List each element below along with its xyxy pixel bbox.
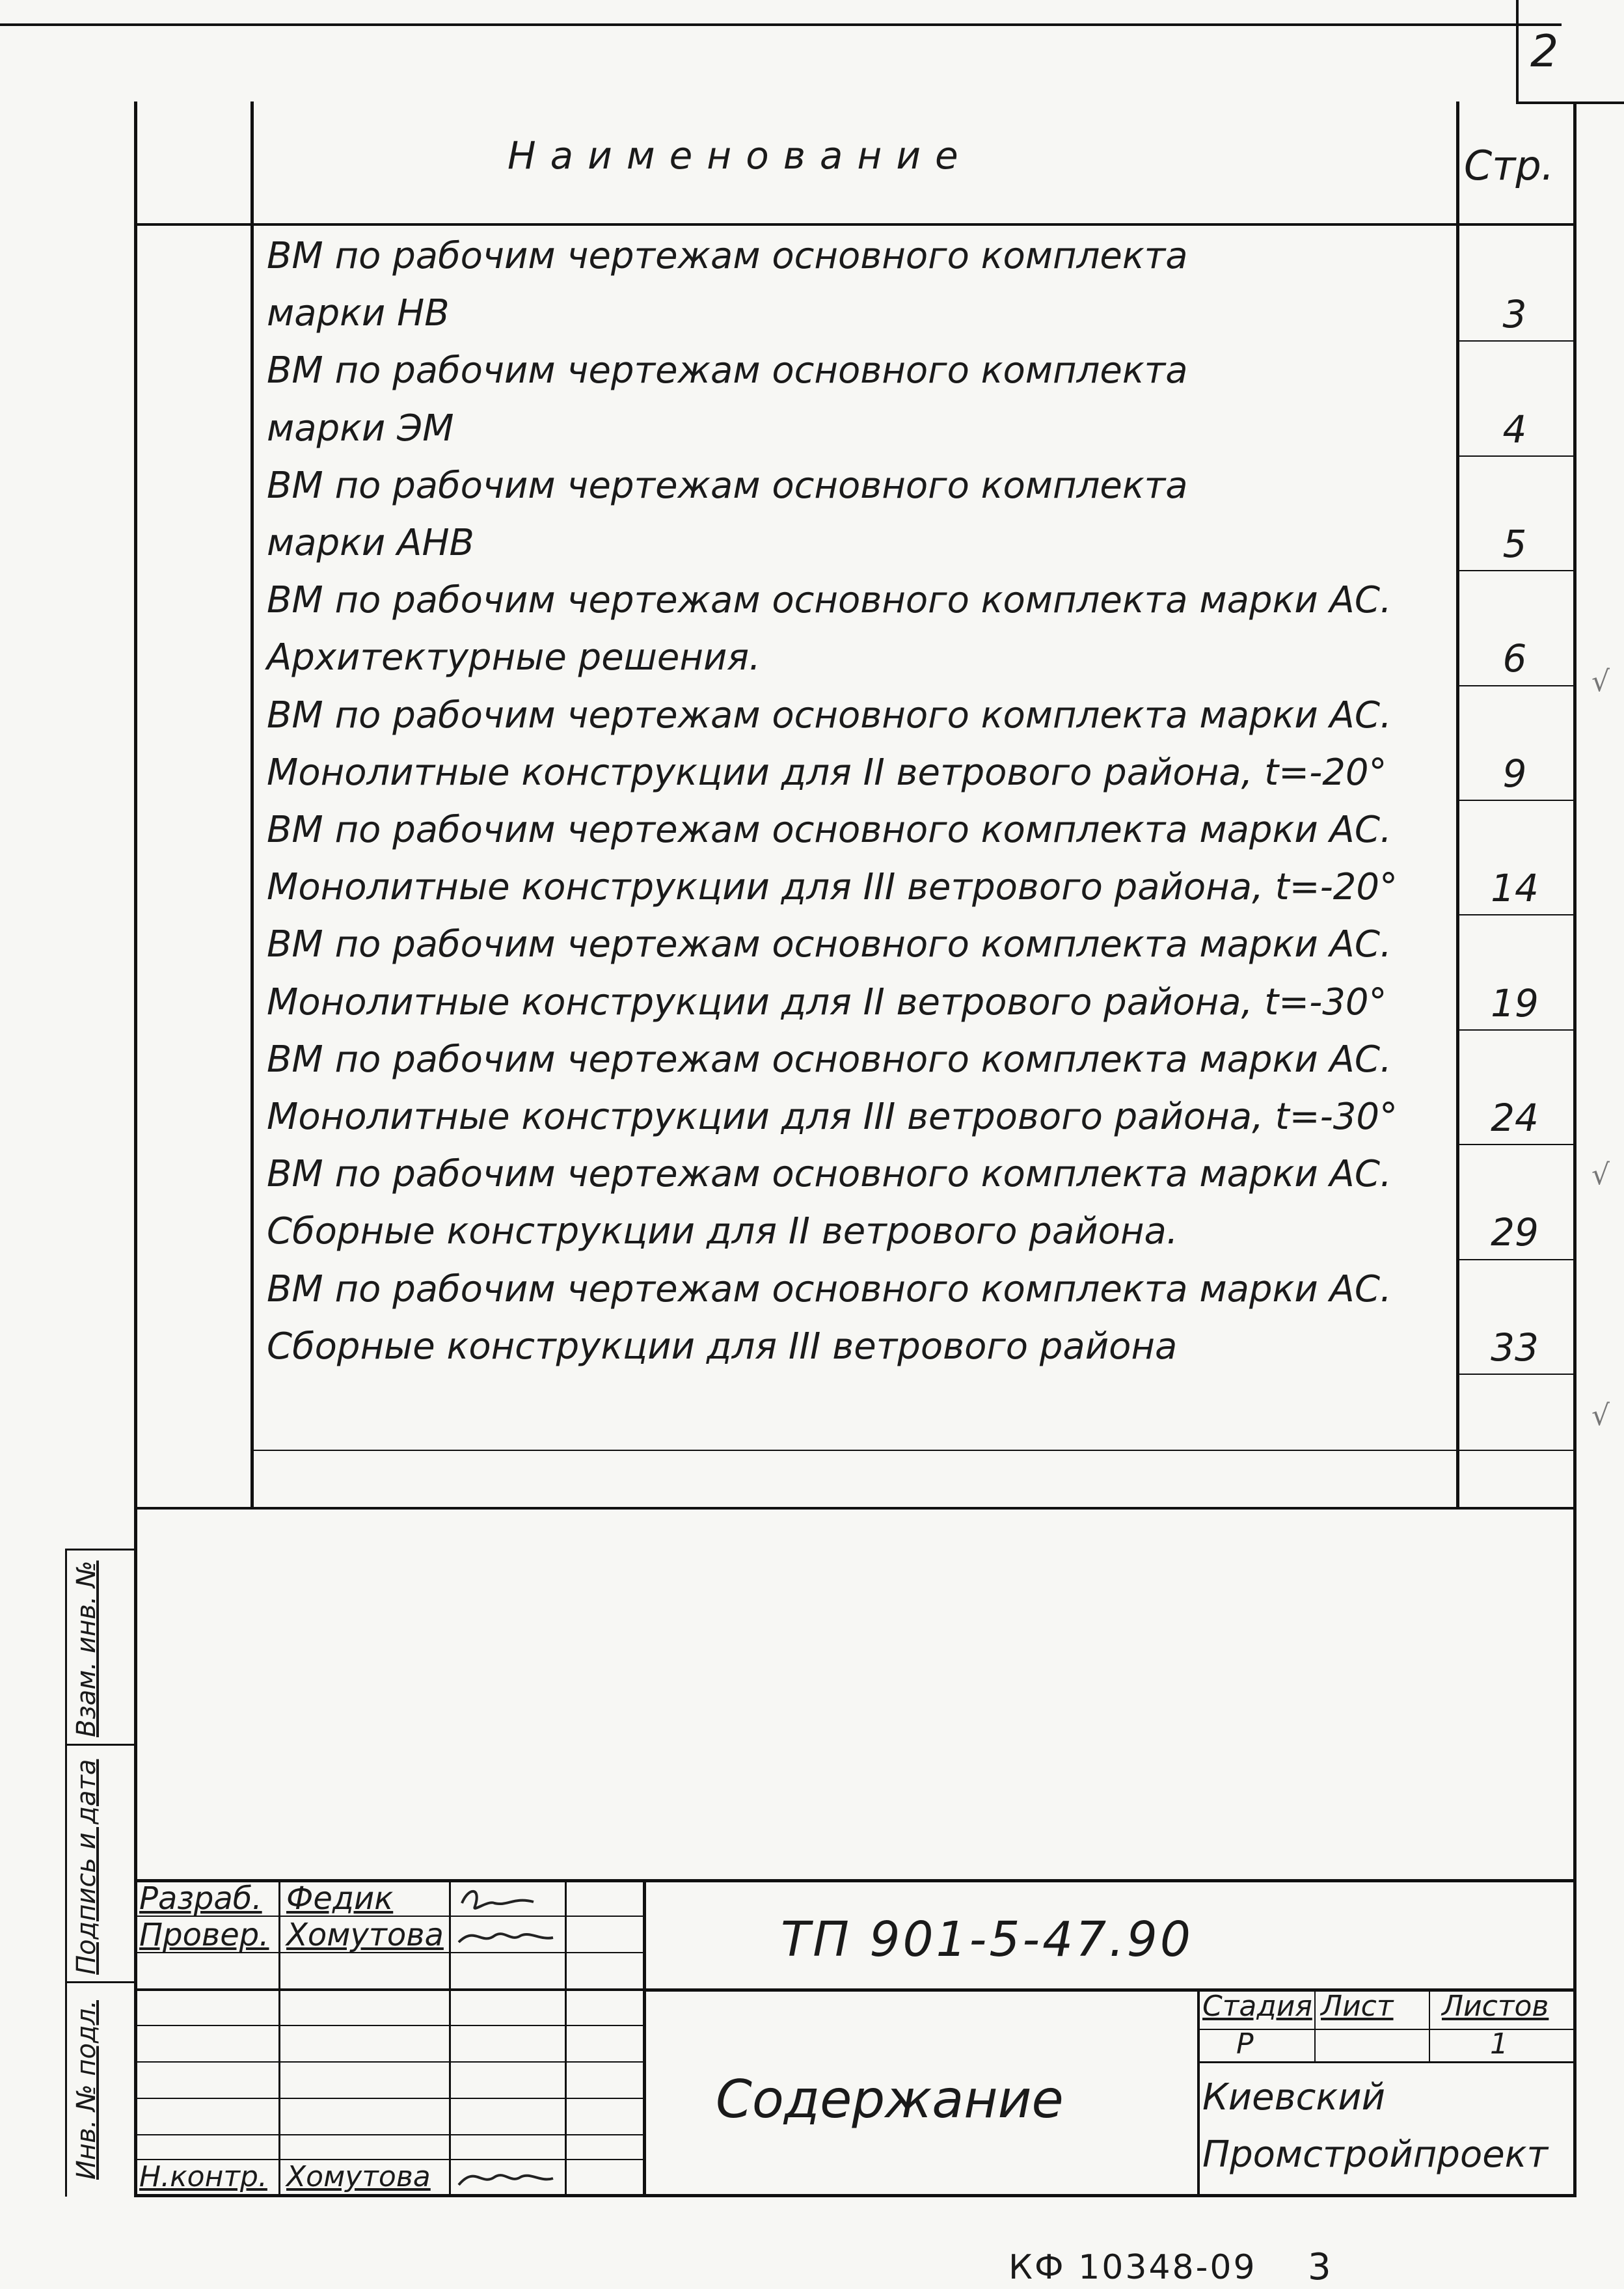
frame-left [134,102,137,2197]
frame-bottom [134,2194,1577,2197]
side-label-inv-orig: Инв. № подл. [72,2000,102,2180]
contents-row-line2: Сборные конструкции для II ветрового района. [267,1210,1178,1253]
sheet-number: 2 [1530,26,1559,77]
org-line-1: Киевский [1202,2076,1386,2119]
header-page: Стр. [1464,142,1554,189]
contents-row-page: 19 [1491,981,1539,1025]
side-strip-top [65,1549,134,1551]
check-mark: √ [1591,665,1610,698]
contents-row-separator [1456,570,1577,571]
tb-stage-col2 [1429,1988,1430,2061]
document-title: Содержание [716,2069,1064,2130]
contents-row-line2: марки АНВ [267,522,474,564]
tb-col3 [565,1879,567,2197]
contents-row-page: 29 [1491,1210,1539,1255]
contents-row-page: 24 [1491,1096,1539,1140]
sheets-value: 1 [1490,2027,1508,2061]
contents-row-line2: Монолитные конструкции для III ветрового района, t=-20° [267,866,1398,909]
stage-label: Стадия [1202,1990,1312,2023]
contents-row-line2: Архитектурные решения. [267,636,761,679]
contents-row-page: 14 [1491,866,1539,911]
contents-row-line1: ВМ по рабочим чертежам основного комплекта марки АС. [267,809,1392,851]
contents-row-separator [1456,1144,1577,1145]
role-norm-control: Н.контр. [139,2160,267,2193]
document-code: ТП 901-5-47.90 [781,1912,1193,1968]
footer-code: КФ 10348-09 [1008,2248,1257,2287]
contents-row-separator [1456,914,1577,915]
org-line-2: Промстройпроект [1202,2133,1549,2176]
contents-row-line1: ВМ по рабочим чертежам основного комплекта марки АС. [267,1038,1392,1081]
top-border [0,23,1562,26]
contents-row-separator [1456,1374,1577,1375]
contents-row-page: 5 [1502,522,1527,566]
contents-row-page: 3 [1502,292,1527,337]
contents-row-line1: ВМ по рабочим чертежам основного комплекта [267,235,1188,277]
tb-col1 [278,1879,280,2197]
tb-stage-col1 [1314,1988,1316,2061]
side-label-inv-repl: Взам. инв. № [72,1560,102,1737]
tb-code-bottom [643,1988,1577,1992]
signature-developer [455,1884,560,1916]
contents-row-separator [1456,340,1577,342]
stage-value: Р [1236,2027,1254,2061]
contents-row-line2: Монолитные конструкции для II ветрового района, t=-20° [267,751,1387,794]
tb-right-split [1197,1988,1200,2197]
contents-row-line1: ВМ по рабочим чертежам основного комплекта марки АС. [267,923,1392,966]
contents-row-separator [1456,685,1577,686]
role-developed: Разраб. [139,1880,262,1917]
tb-stage-row2 [1197,2061,1577,2063]
contents-row-separator [1456,1259,1577,1260]
table-last-row-line [250,1450,1577,1451]
tb-main-split [643,1879,646,2197]
header-name: Наименование [508,133,973,178]
tb-row-g [134,2134,643,2135]
contents-row-line1: ВМ по рабочим чертежам основного комплекта марки АС. [267,1267,1392,1310]
sheet-box-left [1516,0,1519,104]
side-label-sign-date: Подпись и дата [72,1759,102,1975]
contents-row-separator [1456,455,1577,457]
contents-row-separator [1456,1029,1577,1031]
tb-row-f [134,2098,643,2099]
footer-page: 3 [1308,2246,1331,2288]
organization [1202,2069,1548,2184]
table-col-name-left [250,102,254,1507]
contents-row-page: 6 [1502,636,1527,681]
name-checked: Хомутова [286,1917,444,1953]
contents-row-page: 33 [1491,1325,1539,1370]
tb-col2 [449,1879,451,2197]
contents-row-line1: ВМ по рабочим чертежам основного комплекта марки АС. [267,694,1392,737]
contents-row-line1: ВМ по рабочим чертежам основного комплекта марки АС. [267,1153,1392,1196]
name-developed: Федик [286,1880,394,1917]
sheet-box-bottom [1516,102,1624,104]
side-strip-left [65,1549,67,2197]
tb-row-d [134,2025,643,2026]
role-checked: Провер. [139,1917,269,1953]
signature-norm-control [455,2159,560,2193]
check-mark: √ [1591,1158,1610,1191]
contents-row-line2: марки НВ [267,292,450,335]
contents-row-separator [1456,800,1577,801]
name-norm-control: Хомутова [286,2160,431,2193]
contents-row-line2: Сборные конструкции для III ветрового района [267,1325,1178,1368]
side-strip-div1 [65,1744,134,1746]
contents-row-line1: ВМ по рабочим чертежам основного комплекта марки АС. [267,579,1392,622]
contents-row-page: 9 [1502,751,1527,796]
tb-row-e [134,2061,643,2063]
tb-row-c [134,1988,643,1991]
tb-stage-row1 [1197,2029,1577,2030]
sheet-label: Лист [1321,1990,1394,2023]
table-header-bottom [134,223,1577,226]
contents-row-line1: ВМ по рабочим чертежам основного комплекта [267,464,1188,507]
table-bottom [134,1507,1577,1510]
contents-row-line2: Монолитные конструкции для III ветрового района, t=-30° [267,1096,1398,1138]
signature-checker [455,1919,560,1952]
contents-row-line2: марки ЭМ [267,407,454,450]
contents-row-page: 4 [1502,407,1527,452]
contents-row-line2: Монолитные конструкции для II ветрового района, t=-30° [267,981,1387,1023]
check-mark: √ [1591,1399,1610,1432]
contents-row-line1: ВМ по рабочим чертежам основного комплекта [267,349,1188,392]
side-strip-div2 [65,1981,134,1983]
sheets-label: Листов [1442,1990,1549,2023]
